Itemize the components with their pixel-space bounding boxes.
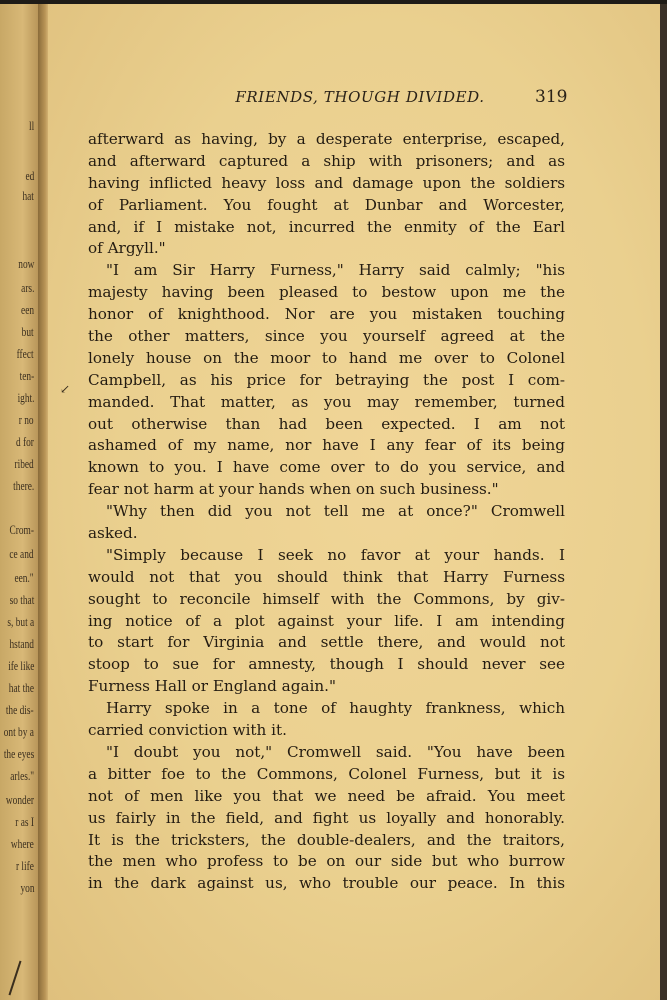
text-line: ashamed of my name, nor have I any fear of its being bbox=[88, 436, 565, 455]
left-margin-fragment: ars. bbox=[20, 280, 34, 295]
text-line: of Argyll." bbox=[88, 239, 166, 258]
text-line: majesty having been pleased to bestow upon me the bbox=[88, 283, 565, 302]
left-margin-fragment: hstand bbox=[9, 636, 34, 651]
body-text bbox=[88, 129, 565, 895]
text-line: having inflicted heavy loss and damage upon the soldiers bbox=[88, 173, 565, 192]
left-margin-fragment: ten- bbox=[19, 368, 34, 383]
text-line: the men who profess to be on our side but who burrow bbox=[88, 852, 565, 871]
left-margin-fragment: now bbox=[17, 256, 34, 271]
text-line: ing notice of a plot against your life. I am intending bbox=[88, 611, 565, 630]
text-line: lonely house on the moor to hand me over to Colonel bbox=[88, 348, 565, 367]
text-line: "I doubt you not," Cromwell said. "You have been bbox=[106, 742, 565, 761]
text-line: in the dark against us, who trouble our peace. In this bbox=[88, 874, 565, 893]
text-line: not of men like you that we need be afraid. You meet bbox=[88, 786, 565, 805]
left-margin-fragment: so that bbox=[9, 592, 34, 607]
text-line: It is the tricksters, the double-dealers, and the traitors, bbox=[88, 830, 565, 849]
left-margin-fragment: ed bbox=[25, 168, 34, 183]
text-line: fear not harm at your hands when on such business." bbox=[88, 480, 499, 499]
left-margin-fragment: ont by a bbox=[3, 724, 34, 739]
left-margin-fragment: arles." bbox=[10, 768, 34, 783]
margin-mark: ↙ bbox=[60, 382, 71, 396]
text-line: "Why then did you not tell me at once?" Cromwell bbox=[106, 502, 565, 521]
left-margin-fragment: ffect bbox=[17, 346, 34, 361]
text-line: and, if I mistake not, incurred the enmity of the Earl bbox=[88, 217, 565, 236]
text-line: to start for Virginia and settle there, and would not bbox=[88, 633, 565, 652]
text-line: manded. That matter, as you may remember, turned bbox=[88, 392, 565, 411]
left-margin-fragment: wonder bbox=[5, 792, 34, 807]
left-margin-fragment: een." bbox=[14, 570, 34, 585]
text-line: Harry spoke in a tone of haughty frankness, which bbox=[106, 699, 565, 718]
text-line: and afterward captured a ship with prisoners; and as bbox=[88, 151, 565, 170]
left-margin-fragment: ife like bbox=[7, 658, 34, 673]
text-line: of Parliament. You fought at Dunbar and Worcester, bbox=[88, 195, 565, 214]
left-margin-fragment: d for bbox=[16, 434, 34, 449]
left-margin-fragment: ight. bbox=[17, 390, 34, 405]
left-margin-fragment: ribed bbox=[14, 456, 34, 471]
left-margin-fragment: where bbox=[11, 836, 34, 851]
left-margin-fragment: r life bbox=[16, 858, 34, 873]
left-margin-fragment: yon bbox=[19, 880, 34, 895]
left-page-edge bbox=[0, 4, 38, 1000]
text-line: a bitter foe to the Commons, Colonel Furness, but it is bbox=[88, 764, 565, 783]
text-line: honor of knighthood. Nor are you mistaken touching bbox=[88, 305, 565, 324]
gutter bbox=[38, 4, 48, 1000]
text-line: Furness Hall or England again." bbox=[88, 677, 336, 696]
text-line: known to you. I have come over to do you service, and bbox=[88, 458, 565, 477]
text-line: out otherwise than had been expected. I am not bbox=[88, 414, 565, 433]
text-line: afterward as having, by a desperate enterprise, escaped, bbox=[88, 130, 565, 148]
page-number: 319 bbox=[535, 87, 568, 107]
text-line: us fairly in the field, and fight us loyally and honorably. bbox=[88, 808, 565, 827]
text-line: carried conviction with it. bbox=[88, 721, 287, 740]
left-margin-fragment: hat the bbox=[8, 680, 34, 695]
left-margin-fragment: there. bbox=[12, 478, 34, 493]
text-line: "I am Sir Harry Furness," Harry said calmly; "his bbox=[106, 261, 565, 280]
left-margin-fragment: but bbox=[22, 324, 34, 339]
text-line: stoop to sue for amnesty, though I should never see bbox=[88, 655, 565, 674]
text-line: sought to reconcile himself with the Commons, by giv- bbox=[88, 589, 565, 608]
left-margin-fragment: s, but a bbox=[7, 614, 34, 629]
left-margin-fragment: r as I bbox=[15, 814, 34, 829]
text-line: the other matters, since you yourself agreed at the bbox=[88, 327, 565, 346]
text-line: "Simply because I seek no favor at your hands. I bbox=[106, 545, 565, 564]
text-line: Campbell, as his price for betraying the post I com- bbox=[88, 370, 565, 389]
left-margin-fragment: hat bbox=[22, 188, 34, 203]
left-margin-fragment: ll bbox=[28, 118, 34, 133]
text-line: asked. bbox=[88, 524, 138, 543]
left-margin-fragment: r no bbox=[19, 412, 34, 427]
left-margin-fragment: Crom- bbox=[9, 522, 34, 537]
right-edge bbox=[660, 4, 667, 1000]
left-margin-fragment: the dis- bbox=[6, 702, 34, 717]
running-head: FRIENDS, THOUGH DIVIDED. bbox=[235, 88, 485, 106]
left-margin-fragment: een bbox=[21, 302, 34, 317]
left-margin-fragment: ce and bbox=[9, 546, 34, 561]
left-margin-fragment: the eyes bbox=[3, 746, 34, 761]
text-line: would not that you should think that Harry Furness bbox=[88, 567, 565, 586]
